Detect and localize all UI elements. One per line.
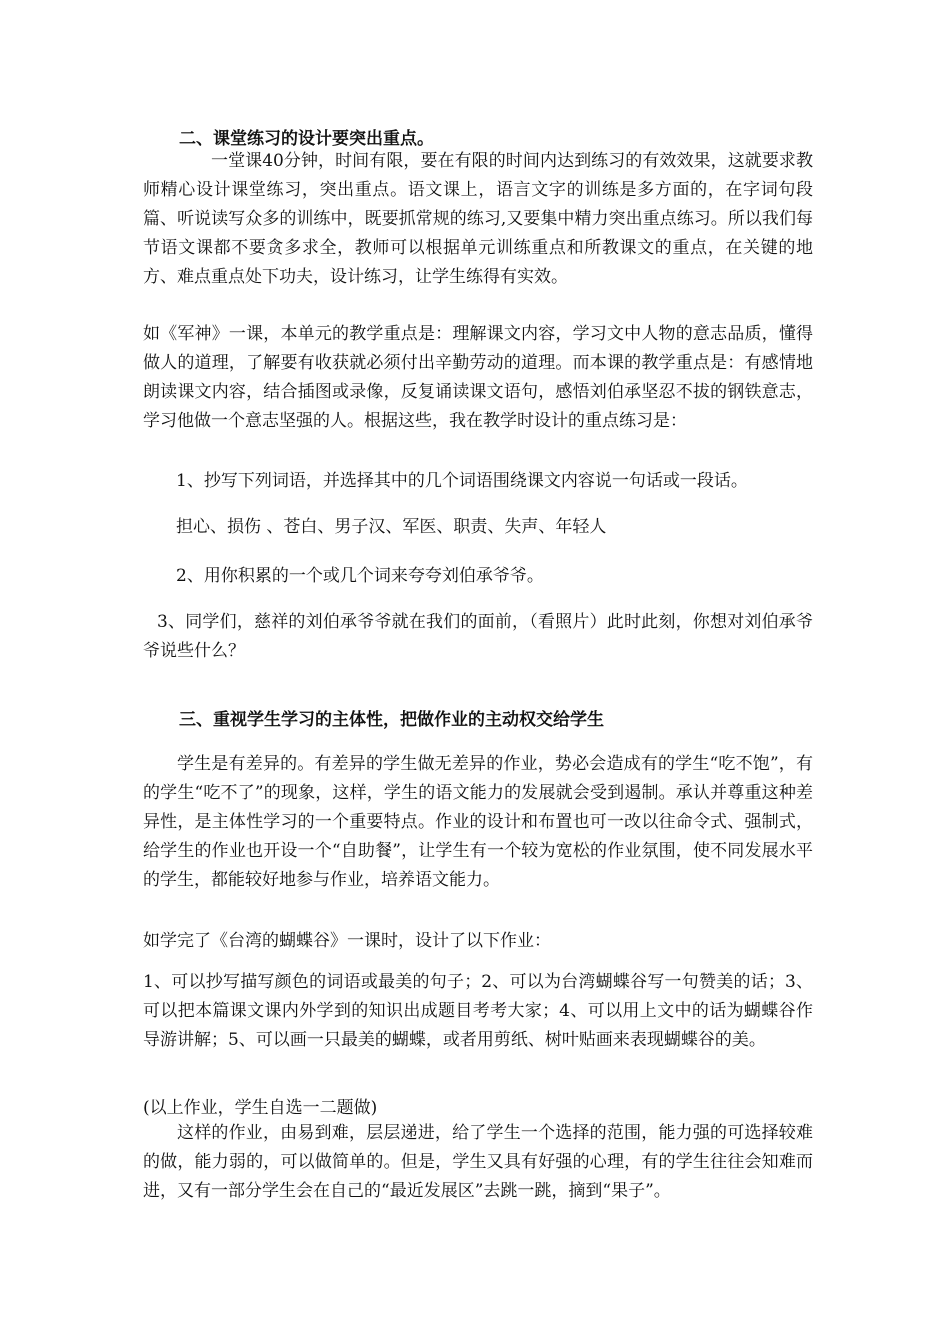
section-2-paragraph-2: 如《军神》一课，本单元的教学重点是：理解课文内容，学习文中人物的意志品质，懂得做人的道理，了解要有收获就必须付出辛勤劳动的道理。而本课的教学重点是：有感情地朗读课文内容，结合插图或录像，反复诵读课文语句，感悟刘伯承坚忍不拔的钢铁意志，学习他做一个意志坚强的人。根据这些，我在教学时设计的重点练习是： [143,324,813,431]
homework-options: 1、可以抄写描写颜色的词语或最美的句子；2、可以为台湾蝴蝶谷写一句赞美的话；3、可以把本篇课文课内外学到的知识出成题目考考大家；4、可以用上文中的话为蝴蝶谷作导游讲解；5、可以画一只最美的蝴蝶，或者用剪纸、树叶贴画来表现蝴蝶谷的美。 [143,972,813,1050]
exercise-2: 2、用你积累的一个或几个词来夸夸刘伯承爷爷。 [176,566,544,586]
word-list: 担心、损伤 、苍白、男子汉、军医、职责、失声、年轻人 [176,517,607,537]
exercise-3: 3、同学们，慈祥的刘伯承爷爷就在我们的面前，（看照片）此时此刻，你想对刘伯承爷爷说些什么？ [143,612,813,661]
section-2-paragraph-1: 一堂课40分钟，时间有限，要在有限的时间内达到练习的有效效果，这就要求教师精心设计课堂练习，突出重点。语文课上，语言文字的训练是多方面的，在字词句段篇、听说读写众多的训练中，既要抓常规的练习,又要集中精力突出重点练习。所以我们每节语文课都不要贪多求全，教师可以根据单元训练重点和所教课文的重点，在关键的地方、难点重点处下功夫，设计练习，让学生练得有实效。 [143,151,813,287]
exercise-1: 1、抄写下列词语，并选择其中的几个词语围绕课文内容说一句话或一段话。 [176,471,748,491]
section-2-heading: 二、课堂练习的设计要突出重点。 [179,129,434,149]
section-3-paragraph-1: 学生是有差异的。有差异的学生做无差异的作业，势必会造成有的学生“吃不饱”，有的学生“吃不了”的现象，这样，学生的语文能力的发展就会受到遏制。承认并尊重这种差异性，是主体性学习的一个重要特点。作业的设计和布置也可一改以往命令式、强制式，给学生的作业也开设一个“自助餐”，让学生有一个较为宽松的作业氛围，使不同发展水平的学生，都能较好地参与作业，培养语文能力。 [143,754,813,890]
section-3-heading: 三、重视学生学习的主体性，把做作业的主动权交给学生 [179,710,604,730]
homework-note: (以上作业，学生自选一二题做) [143,1098,378,1118]
section-3-paragraph-4: 这样的作业，由易到难，层层递进，给了学生一个选择的范围，能力强的可选择较难的做，能力弱的，可以做简单的。但是，学生又具有好强的心理，有的学生往往会知难而进，又有一部分学生会在自己的“最近发展区”去跳一跳，摘到“果子”。 [143,1123,813,1201]
section-3-paragraph-2: 如学完了《台湾的蝴蝶谷》一课时，设计了以下作业： [143,931,551,951]
